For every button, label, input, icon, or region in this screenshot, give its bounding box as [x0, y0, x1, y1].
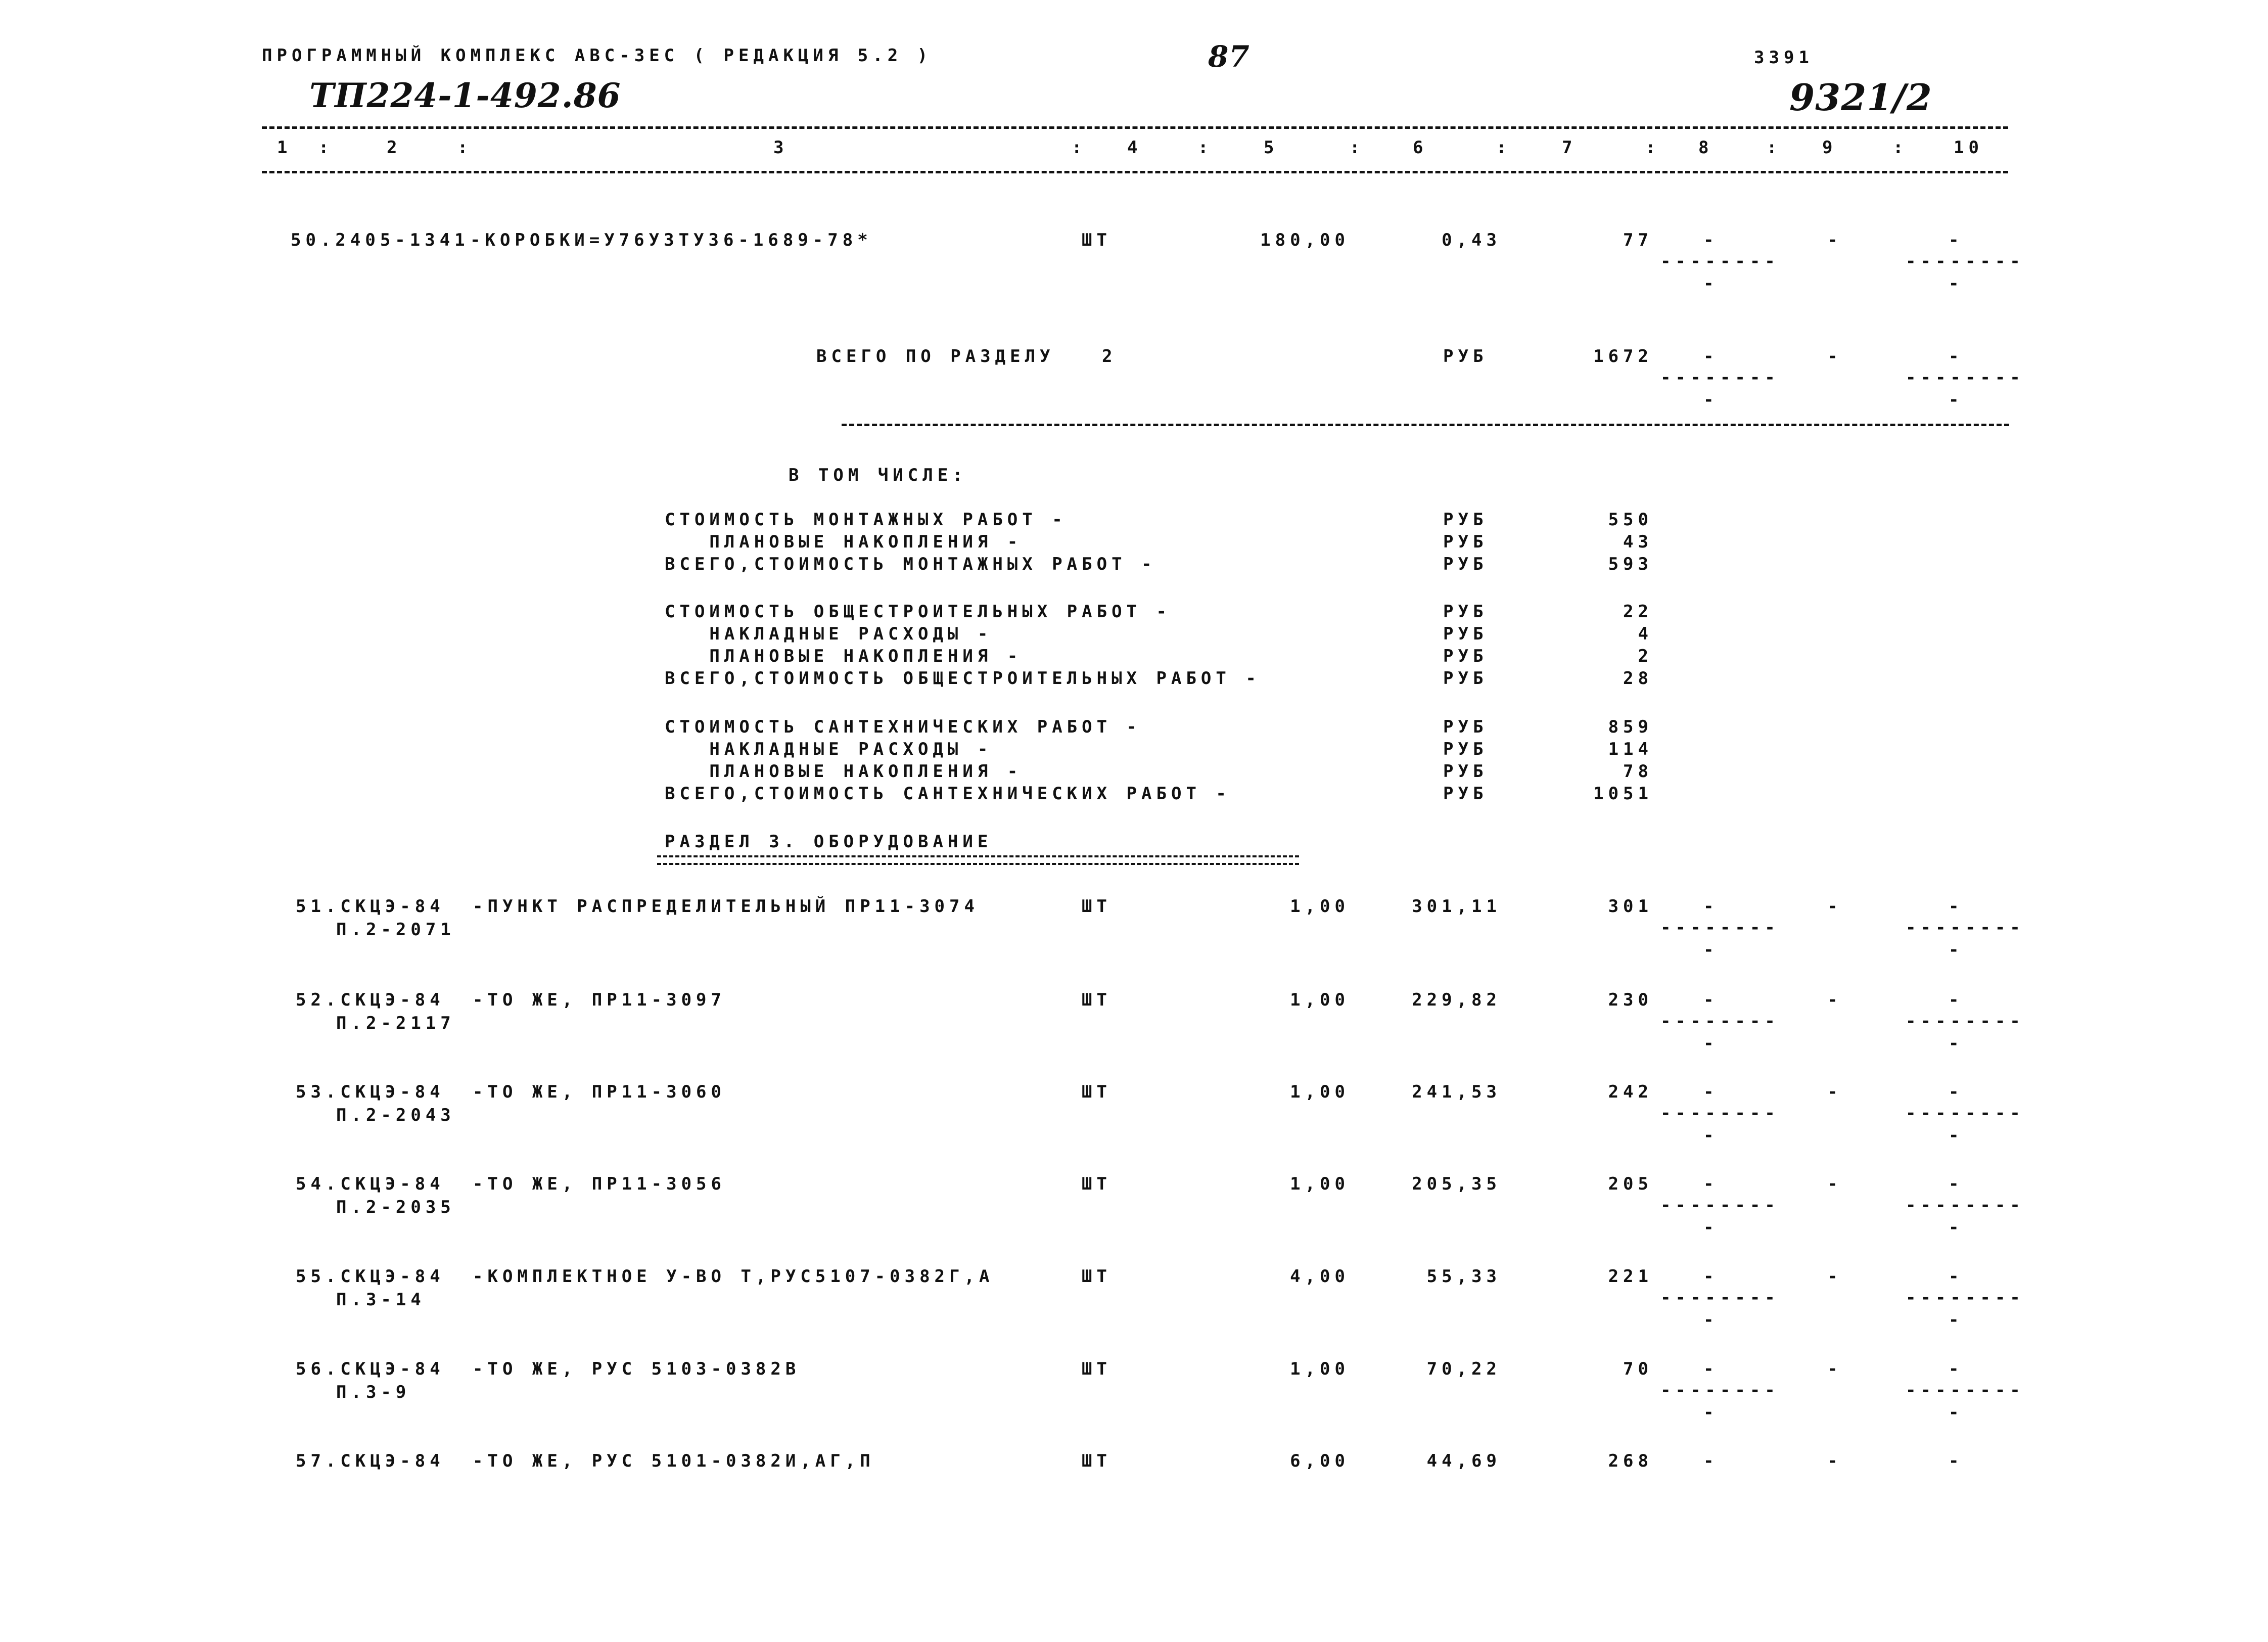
breakdown-label: СТОИМОСТЬ МОНТАЖНЫХ РАБОТ -: [665, 510, 1067, 530]
item-55-col8-dash-lower: -: [1703, 1310, 1719, 1330]
item-53-col8-line: --------: [1660, 1103, 1780, 1123]
breakdown-label: СТОИМОСТЬ САНТЕХНИЧЕСКИХ РАБОТ -: [665, 717, 1142, 737]
row50-unit: ШТ: [1082, 230, 1112, 250]
column-number-3: 3: [773, 138, 789, 158]
item-qty: 1,00: [1290, 990, 1350, 1010]
breakdown-unit: РУБ: [1443, 624, 1488, 644]
item-51-col10-line: --------: [1906, 918, 2025, 938]
sheet-reference: 9321/2: [1789, 76, 1932, 119]
item-total: 268: [1608, 1451, 1653, 1471]
breakdown-value: 28: [1623, 668, 1653, 689]
item-55-col8-line: --------: [1660, 1288, 1780, 1308]
column-number-1: 1: [277, 138, 292, 158]
section-total-label: ВСЕГО ПО РАЗДЕЛУ: [816, 346, 1055, 367]
breakdown-unit: РУБ: [1443, 784, 1488, 804]
item-qty: 6,00: [1290, 1451, 1350, 1471]
program-header: ПРОГРАММНЫЙ КОМПЛЕКС АВС-3ЕС ( РЕДАКЦИЯ 5.2 ): [262, 45, 933, 66]
column-separator: :: [1350, 138, 1365, 158]
item-56-col10-dash-lower: -: [1949, 1402, 1964, 1423]
item-code: 56.СКЦЭ-84: [296, 1359, 445, 1379]
item-51-col10-dash: -: [1949, 896, 1964, 917]
breakdown-value: 114: [1608, 739, 1653, 759]
item-51-col8-line: --------: [1660, 918, 1780, 938]
item-52-col9-dash: -: [1827, 990, 1842, 1010]
item-qty: 4,00: [1290, 1266, 1350, 1287]
item-unit: ШТ: [1082, 1451, 1112, 1471]
item-56-col10-dash: -: [1949, 1359, 1964, 1379]
item-code: 54.СКЦЭ-84: [296, 1174, 445, 1194]
column-number-8: 8: [1698, 138, 1714, 158]
item-code: 55.СКЦЭ-84: [296, 1266, 445, 1287]
breakdown-unit: РУБ: [1443, 717, 1488, 737]
row50-col10-line: --------: [1906, 251, 2025, 271]
item-52-col10-line: --------: [1906, 1011, 2025, 1031]
item-53-col8-dash-lower: -: [1703, 1125, 1719, 1146]
row50-col8-line: --------: [1660, 251, 1780, 271]
column-number-2: 2: [387, 138, 402, 158]
row50-name: -КОРОБКИ=У76У3ТУ36-1689-78*: [470, 230, 872, 250]
item-total: 242: [1608, 1082, 1653, 1102]
breakdown-unit: РУБ: [1443, 668, 1488, 689]
breakdown-value: 22: [1623, 602, 1653, 622]
column-number-7: 7: [1562, 138, 1577, 158]
section-total-col10-dash-lower: -: [1949, 390, 1964, 410]
item-name: -ТО ЖЕ, РУС 5101-0382И,АГ,П: [473, 1451, 875, 1471]
breakdown-value: 43: [1623, 532, 1653, 552]
item-54-col8-line: --------: [1660, 1195, 1780, 1215]
breakdown-value: 2: [1638, 646, 1653, 666]
row50-code: 50.2405-1341: [291, 230, 470, 250]
item-57-col10-dash: -: [1949, 1451, 1964, 1471]
section-total-unit: РУБ: [1443, 346, 1488, 367]
row50-price: 0,43: [1442, 230, 1501, 250]
section-total-col10-line: --------: [1906, 368, 2025, 388]
column-number-4: 4: [1127, 138, 1142, 158]
item-name: -ПУНКТ РАСПРЕДЕЛИТЕЛЬНЫЙ ПР11-3074: [473, 896, 979, 917]
item-name: -ТО ЖЕ, РУС 5103-0382В: [473, 1359, 801, 1379]
row50-col8-dash: -: [1703, 230, 1719, 250]
item-subcode: П.3-9: [336, 1382, 411, 1402]
item-price: 229,82: [1412, 990, 1501, 1010]
section-total-value: 1672: [1593, 346, 1653, 367]
item-54-col8-dash-lower: -: [1703, 1217, 1719, 1238]
item-51-col9-dash: -: [1827, 896, 1842, 917]
item-55-col9-dash: -: [1827, 1266, 1842, 1287]
item-unit: ШТ: [1082, 990, 1112, 1010]
item-total: 230: [1608, 990, 1653, 1010]
breakdown-label: ПЛАНОВЫЕ НАКОПЛЕНИЯ -: [665, 646, 1023, 666]
item-54-col8-dash: -: [1703, 1174, 1719, 1194]
item-code: 53.СКЦЭ-84: [296, 1082, 445, 1102]
breakdown-label: ВСЕГО,СТОИМОСТЬ ОБЩЕСТРОИТЕЛЬНЫХ РАБОТ -: [665, 668, 1261, 689]
breakdown-label: ПЛАНОВЫЕ НАКОПЛЕНИЯ -: [665, 761, 1023, 782]
breakdown-label: НАКЛАДНЫЕ РАСХОДЫ -: [665, 739, 993, 759]
item-unit: ШТ: [1082, 1359, 1112, 1379]
item-code: 52.СКЦЭ-84: [296, 990, 445, 1010]
header-rule-bottom: [262, 171, 2008, 173]
breakdown-label: НАКЛАДНЫЕ РАСХОДЫ -: [665, 624, 993, 644]
row50-col9-dash: -: [1827, 230, 1842, 250]
item-price: 70,22: [1426, 1359, 1501, 1379]
item-56-col8-line: --------: [1660, 1380, 1780, 1400]
section-total-col8-line: --------: [1660, 368, 1780, 388]
item-56-col8-dash: -: [1703, 1359, 1719, 1379]
breakdown-value: 593: [1608, 554, 1653, 574]
item-name: -ТО ЖЕ, ПР11-3097: [473, 990, 726, 1010]
page-number: 87: [1208, 39, 1250, 74]
section-total-number: 2: [1102, 346, 1117, 367]
item-54-col10-dash-lower: -: [1949, 1217, 1964, 1238]
item-53-col10-line: --------: [1906, 1103, 2025, 1123]
item-53-col8-dash: -: [1703, 1082, 1719, 1102]
breakdown-unit: РУБ: [1443, 554, 1488, 574]
column-number-10: 10: [1954, 138, 1983, 158]
item-subcode: П.2-2117: [336, 1013, 455, 1033]
row50-total: 77: [1623, 230, 1653, 250]
section-total-col8-dash: -: [1703, 346, 1719, 367]
item-52-col10-dash: -: [1949, 990, 1964, 1010]
section-total-col10-dash: -: [1949, 346, 1964, 367]
item-52-col10-dash-lower: -: [1949, 1033, 1964, 1054]
breakdown-label: ВСЕГО,СТОИМОСТЬ САНТЕХНИЧЕСКИХ РАБОТ -: [665, 784, 1231, 804]
section-total-col8-dash-lower: -: [1703, 390, 1719, 410]
breakdown-label: СТОИМОСТЬ ОБЩЕСТРОИТЕЛЬНЫХ РАБОТ -: [665, 602, 1171, 622]
column-separator: :: [1645, 138, 1660, 158]
item-56-col8-dash-lower: -: [1703, 1402, 1719, 1423]
breakdown-unit: РУБ: [1443, 761, 1488, 782]
item-total: 205: [1608, 1174, 1653, 1194]
item-55-col8-dash: -: [1703, 1266, 1719, 1287]
item-52-col8-line: --------: [1660, 1011, 1780, 1031]
breakdown-unit: РУБ: [1443, 602, 1488, 622]
item-price: 205,35: [1412, 1174, 1501, 1194]
header-rule-top: [262, 126, 2008, 129]
breakdown-label: ПЛАНОВЫЕ НАКОПЛЕНИЯ -: [665, 532, 1023, 552]
section-total-rule: [842, 424, 2009, 426]
item-qty: 1,00: [1290, 1359, 1350, 1379]
item-53-col9-dash: -: [1827, 1082, 1842, 1102]
column-separator: :: [318, 138, 334, 158]
breakdown-value: 550: [1608, 510, 1653, 530]
item-total: 221: [1608, 1266, 1653, 1287]
section-total-col9-dash: -: [1827, 346, 1842, 367]
breakdown-unit: РУБ: [1443, 646, 1488, 666]
row50-col10-dash-lower: -: [1949, 273, 1964, 294]
column-separator: :: [457, 138, 473, 158]
item-subcode: П.2-2071: [336, 920, 455, 940]
column-separator: :: [1767, 138, 1782, 158]
breakdown-heading: В ТОМ ЧИСЛЕ:: [789, 465, 967, 485]
item-subcode: П.2-2043: [336, 1105, 455, 1125]
item-subcode: П.3-14: [336, 1290, 426, 1310]
item-56-col10-line: --------: [1906, 1380, 2025, 1400]
column-number-9: 9: [1822, 138, 1837, 158]
column-separator: :: [1072, 138, 1087, 158]
item-51-col8-dash-lower: -: [1703, 940, 1719, 960]
item-51-col8-dash: -: [1703, 896, 1719, 917]
item-54-col10-line: --------: [1906, 1195, 2025, 1215]
column-number-5: 5: [1264, 138, 1279, 158]
item-price: 55,33: [1426, 1266, 1501, 1287]
item-code: 51.СКЦЭ-84: [296, 896, 445, 917]
item-code: 57.СКЦЭ-84: [296, 1451, 445, 1471]
doc-reference: ТП224-1-492.86: [309, 76, 621, 115]
item-name: -ТО ЖЕ, ПР11-3056: [473, 1174, 726, 1194]
item-price: 44,69: [1426, 1451, 1501, 1471]
item-51-col10-dash-lower: -: [1949, 940, 1964, 960]
column-separator: :: [1893, 138, 1908, 158]
item-52-col8-dash: -: [1703, 990, 1719, 1010]
item-qty: 1,00: [1290, 896, 1350, 917]
row50-qty: 180,00: [1260, 230, 1350, 250]
row50-col10-dash: -: [1949, 230, 1964, 250]
item-unit: ШТ: [1082, 1174, 1112, 1194]
column-separator: :: [1496, 138, 1511, 158]
breakdown-unit: РУБ: [1443, 739, 1488, 759]
item-total: 301: [1608, 896, 1653, 917]
column-separator: :: [1198, 138, 1213, 158]
section3-underline: [657, 855, 1299, 865]
item-53-col10-dash: -: [1949, 1082, 1964, 1102]
item-unit: ШТ: [1082, 896, 1112, 917]
breakdown-value: 4: [1638, 624, 1653, 644]
item-57-col9-dash: -: [1827, 1451, 1842, 1471]
item-unit: ШТ: [1082, 1082, 1112, 1102]
item-53-col10-dash-lower: -: [1949, 1125, 1964, 1146]
breakdown-value: 859: [1608, 717, 1653, 737]
breakdown-value: 1051: [1593, 784, 1653, 804]
document-code: 3391: [1754, 48, 1814, 68]
item-name: -КОМПЛЕКТНОЕ У-ВО Т,РУС5107-0382Г,А: [473, 1266, 994, 1287]
item-55-col10-line: --------: [1906, 1288, 2025, 1308]
item-name: -ТО ЖЕ, ПР11-3060: [473, 1082, 726, 1102]
item-price: 241,53: [1412, 1082, 1501, 1102]
item-54-col9-dash: -: [1827, 1174, 1842, 1194]
column-number-6: 6: [1413, 138, 1428, 158]
row50-col8-dash-lower: -: [1703, 273, 1719, 294]
item-57-col8-dash: -: [1703, 1451, 1719, 1471]
item-subcode: П.2-2035: [336, 1197, 455, 1217]
item-qty: 1,00: [1290, 1082, 1350, 1102]
item-qty: 1,00: [1290, 1174, 1350, 1194]
item-52-col8-dash-lower: -: [1703, 1033, 1719, 1054]
section3-title: РАЗДЕЛ 3. ОБОРУДОВАНИЕ: [665, 832, 993, 852]
item-55-col10-dash-lower: -: [1949, 1310, 1964, 1330]
item-56-col9-dash: -: [1827, 1359, 1842, 1379]
item-price: 301,11: [1412, 896, 1501, 917]
item-55-col10-dash: -: [1949, 1266, 1964, 1287]
breakdown-value: 78: [1623, 761, 1653, 782]
item-unit: ШТ: [1082, 1266, 1112, 1287]
breakdown-label: ВСЕГО,СТОИМОСТЬ МОНТАЖНЫХ РАБОТ -: [665, 554, 1156, 574]
breakdown-unit: РУБ: [1443, 532, 1488, 552]
item-total: 70: [1623, 1359, 1653, 1379]
item-54-col10-dash: -: [1949, 1174, 1964, 1194]
breakdown-unit: РУБ: [1443, 510, 1488, 530]
